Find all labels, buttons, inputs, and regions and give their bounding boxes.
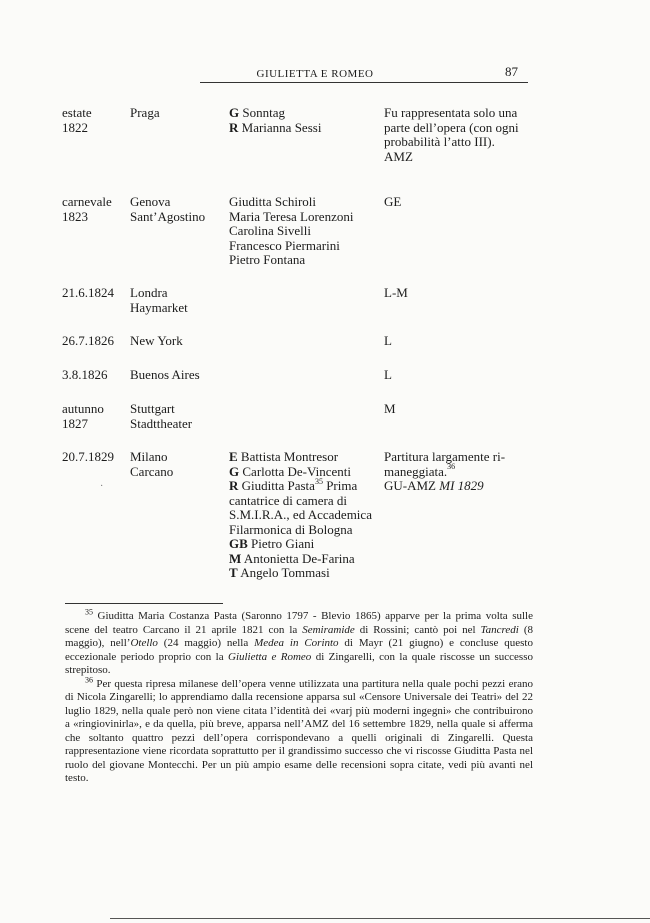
entry-place: Genova Sant’Agostino <box>130 194 206 224</box>
footnote-rule <box>65 603 223 604</box>
entry-date: estate 1822 <box>62 105 92 135</box>
cast-line: Filarmonica di Bologna <box>229 521 353 537</box>
entry-date: 21.6.1824 <box>62 285 114 300</box>
entry-source: GU-AMZ MI 1829 <box>384 478 484 493</box>
cast-line: Pietro Fontana <box>229 252 306 267</box>
cast-line: Maria Teresa Lorenzoni <box>229 208 354 224</box>
cast-line: T Angelo Tommasi <box>229 565 330 580</box>
entry-place: Milano Carcano <box>130 449 174 479</box>
cast-line: R Marianna Sessi <box>229 119 322 135</box>
cast-line: M Antonietta De-Farina <box>229 550 355 566</box>
entry-notes: Partitura largamente ri- maneggiata.$^{36}$ GU-AMZ MI 1829 <box>384 450 532 494</box>
entry-notes: Fu rappresentata solo una parte dell’opera (con ogni probabilità l’atto III). AMZ <box>384 106 532 164</box>
cast-line: R Giuditta Pasta$^{35}$ Prima <box>229 476 358 493</box>
cast-line: Giuditta Schiroli <box>229 194 317 209</box>
cast-line: Carolina Sivelli <box>229 223 311 238</box>
footnote-ref-35[interactable]: 35 <box>314 476 323 486</box>
entry-date: carnevale 1823 <box>62 194 112 224</box>
footnote-36: $^{36}$ Per questa ripresa milanese dell’opera venne utilizzata una partitura nella quale pochi pezzi erano di Nicola Zingarelli; lo apprendiamo dalla recensione apparsa sul «Censore Universale dei Teatri» del 22 luglio 1829, nella quale però non viene citata l’identità dei «varj più moderni ingegni» che contribuirono a «ringiovinirla», e da quella, più breve, apparsa nell’AMZ del 16 settembre 1829, nella quale si afferma che soltanto quattro pezzi dell’opera corrispondevano a quelli originali di Zingarelli. Questa rappresentazione viene ricordata soprattutto per il grandissimo successo che vi riscosse Giuditta Pasta nel ruolo del giovane Montecchi. Per un più ampio esame delle recensioni sopra citate, vedi più avanti nel testo. <box>65 674 533 784</box>
entry-source: GE <box>384 194 402 209</box>
entry-source: AMZ <box>384 148 413 164</box>
entry-date: 3.8.1826 <box>62 367 108 382</box>
entry-cast <box>229 195 379 268</box>
entry-source: M <box>384 401 396 416</box>
entry-place: Buenos Aires <box>130 367 200 382</box>
entry-notes <box>384 368 532 383</box>
entry-cast <box>229 450 379 581</box>
cast-line: E Battista Montresor <box>229 449 339 464</box>
cast-line: S.M.I.R.A., ed Accademica <box>229 507 372 522</box>
entry-notes <box>384 286 532 301</box>
entry-date: 20.7.1829 <box>62 449 114 464</box>
entry-place: Londra Haymarket <box>130 285 188 315</box>
cast-line: GB Pietro Giani <box>229 536 315 551</box>
footnotes <box>65 607 533 786</box>
entry-cast <box>229 106 379 135</box>
ink-speck: · <box>100 481 104 492</box>
entry-source: L <box>384 367 392 382</box>
page-bottom-rule <box>110 918 650 919</box>
entry-source: L-M <box>384 285 408 300</box>
page-number: 87 <box>505 64 518 79</box>
cast-line: Francesco Piermarini <box>229 237 340 253</box>
entry-source: L <box>384 333 392 348</box>
entry-place: Stuttgart Stadttheater <box>130 401 193 431</box>
footnote-35: $^{35}$ Giuditta Maria Costanza Pasta (Saronno 1797 - Blevio 1865) apparve per la prima volta sulle scene del teatro Carcano il 21 aprile 1821 con la Semiramide di Rossini; cantò poi nel Tancredi (8 maggio), nell’Otello (24 maggio) nella Medea in Corinto di Mayr (21 giugno) e concluse questo eccezionale periodo proprio con la Giulietta e Romeo di Zingarelli, con la quale riscosse un successo strepitoso. <box>65 607 533 676</box>
running-title: GIULIETTA E ROMEO <box>256 68 374 80</box>
entry-notes <box>384 195 532 210</box>
cast-line: G Sonntag <box>229 105 285 120</box>
cast-line: cantatrice di camera di <box>229 492 348 508</box>
entry-notes <box>384 334 532 349</box>
entry-place: Praga <box>130 105 160 120</box>
cast-line: G Carlotta De-Vincenti <box>229 463 351 479</box>
header-rule <box>200 82 528 83</box>
entry-notes <box>384 402 532 417</box>
footnote-ref-36[interactable]: 36 <box>447 462 456 472</box>
entry-date: 26.7.1826 <box>62 333 114 348</box>
entry-date: autunno 1827 <box>62 401 104 431</box>
entry-place: New York <box>130 333 183 348</box>
